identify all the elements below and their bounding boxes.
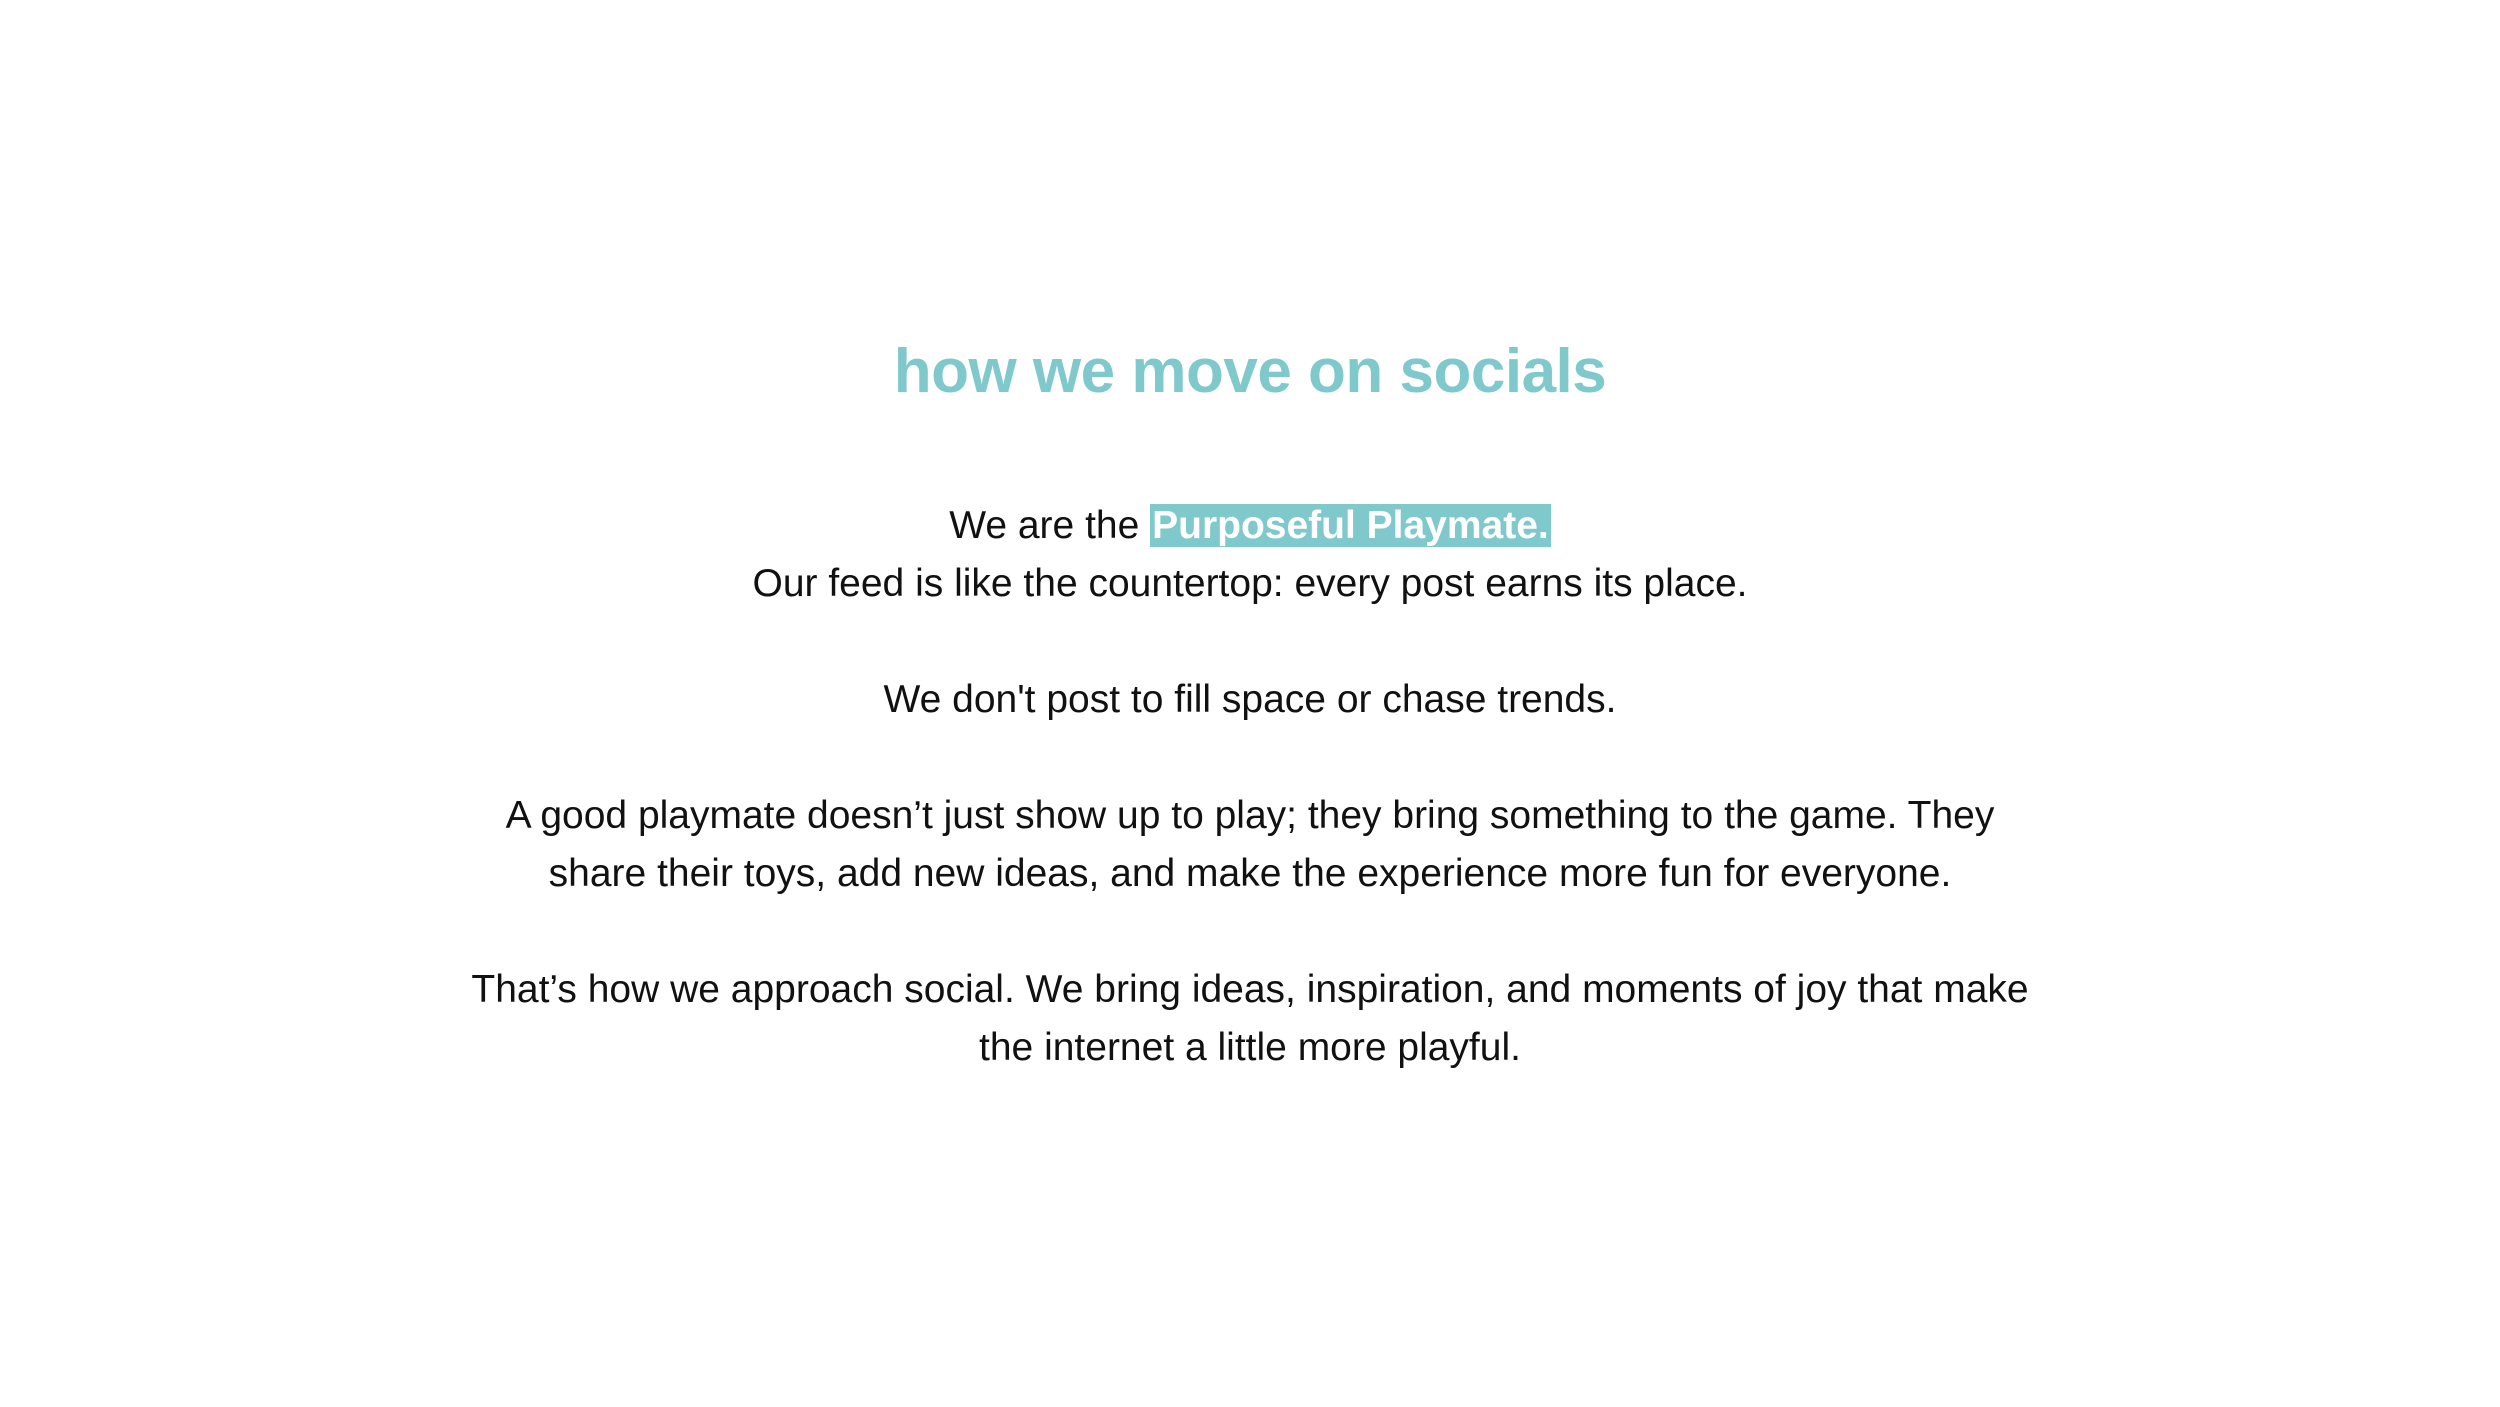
body-copy — [350, 497, 2150, 1135]
intro-paragraph — [350, 497, 2150, 613]
paragraph-trends — [350, 671, 2150, 729]
highlight-phrase: Purposeful Playmate. — [1152, 504, 1549, 547]
paragraph-trends-line: We don't post to fill space or chase trends. — [883, 678, 1617, 721]
intro-line-2: Our feed is like the countertop: every post earns its place. — [752, 562, 1748, 605]
paragraph-playmate-line-1: A good playmate doesn’t just show up to play; they bring something to the game. They — [505, 794, 1995, 837]
paragraph-playmate — [350, 787, 2150, 903]
paragraph-approach-line-1: That’s how we approach social. We bring ideas, inspiration, and moments of joy that make — [471, 968, 2029, 1011]
paragraph-playmate-line-2: share their toys, add new ideas, and make the experience more fun for everyone. — [548, 852, 1952, 895]
paragraph-approach — [350, 961, 2150, 1077]
paragraph-approach-line-2: the internet a little more playful. — [979, 1026, 1521, 1069]
intro-prefix: We are the — [949, 504, 1151, 547]
intro-line-1 — [350, 497, 2150, 555]
page-title: how we move on socials — [893, 337, 1607, 406]
